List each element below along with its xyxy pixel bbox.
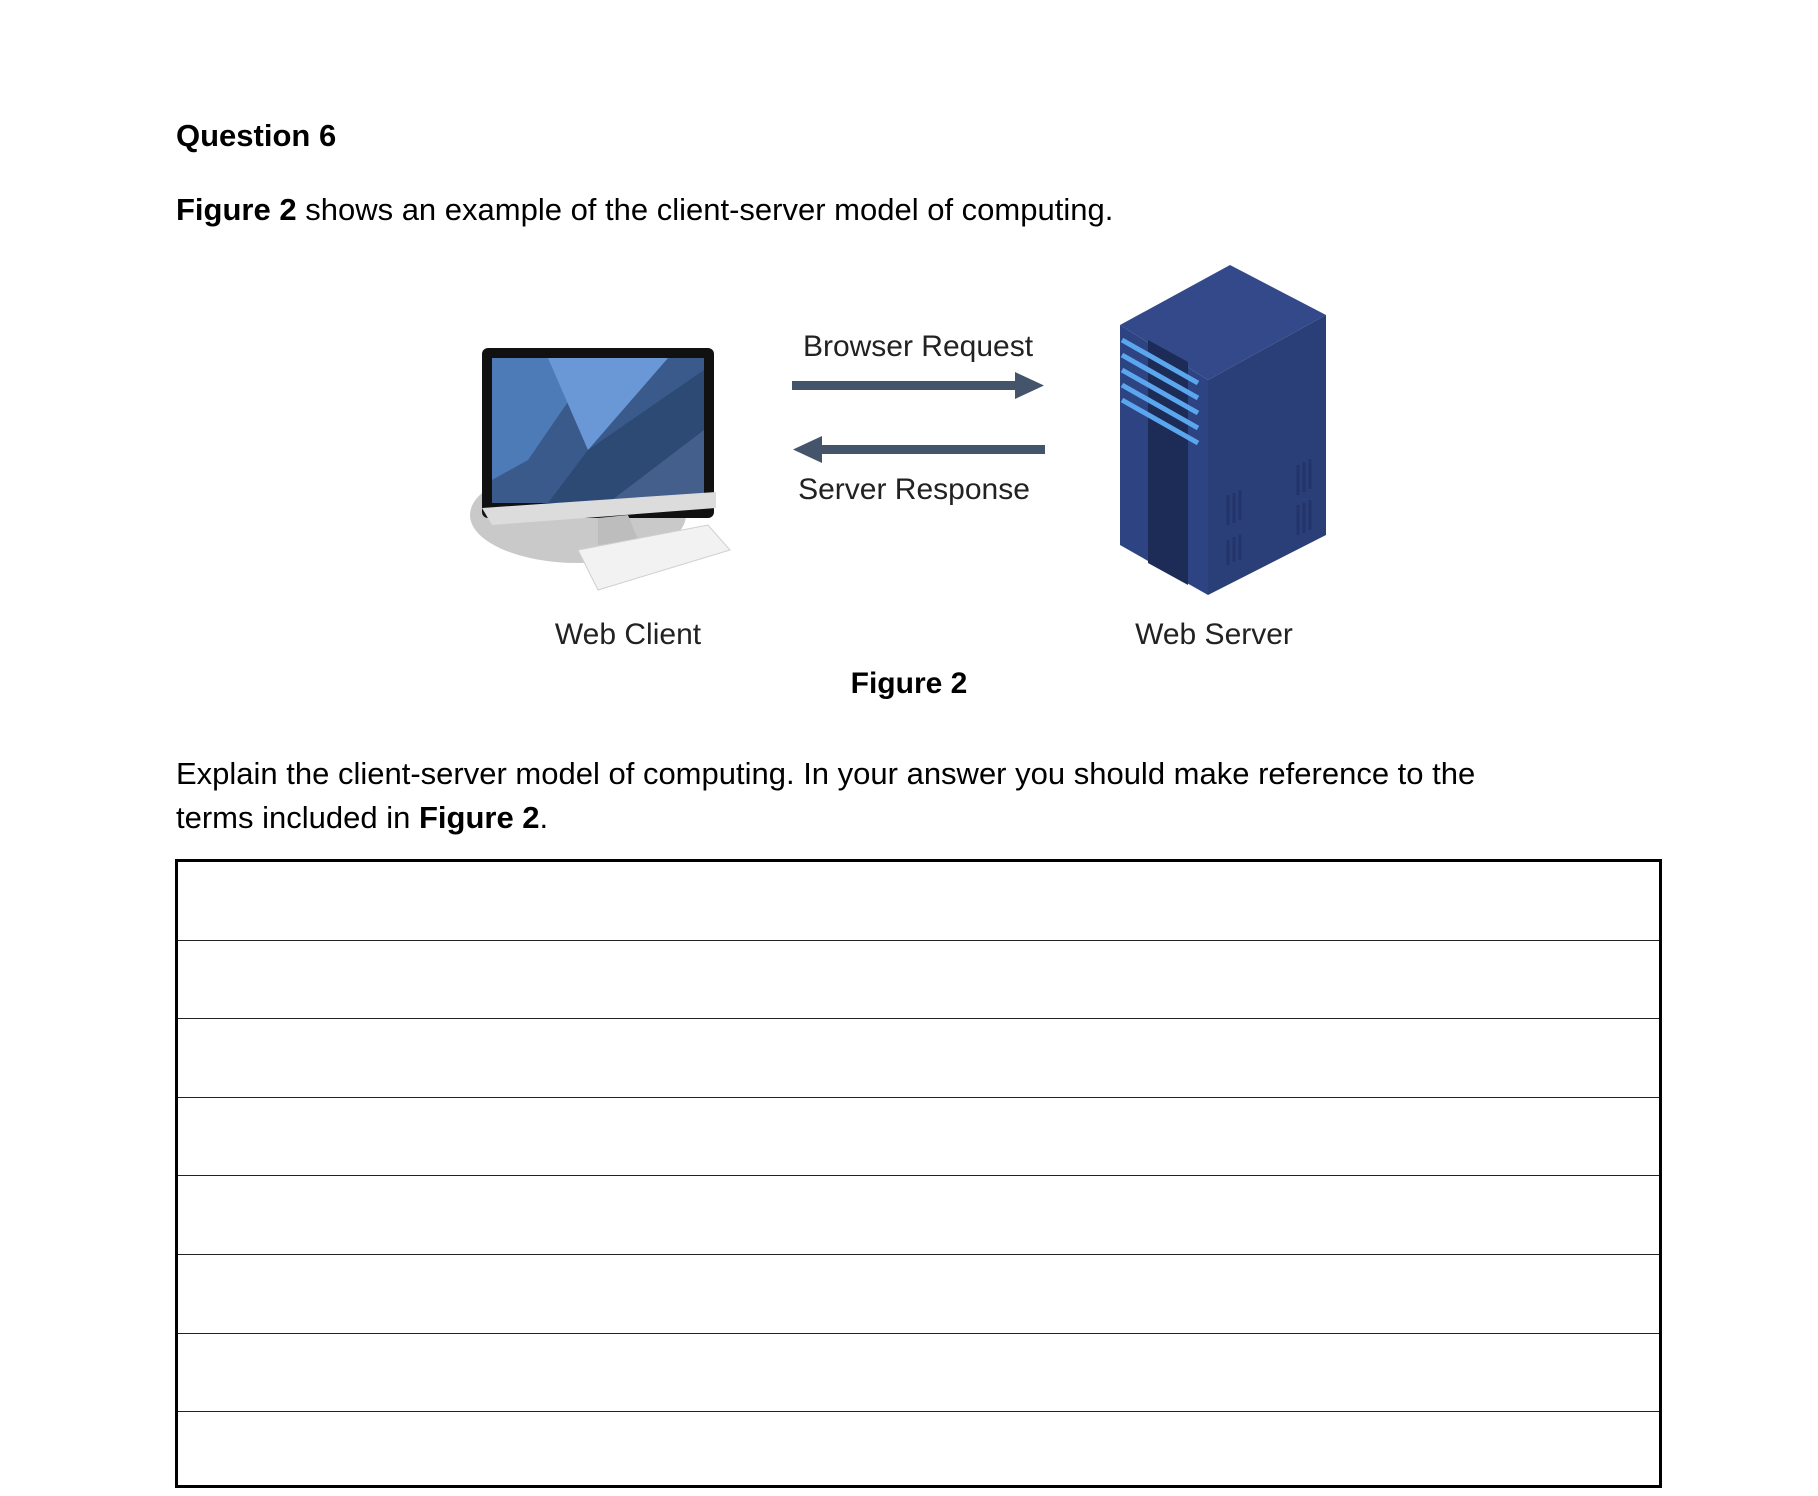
answer-line[interactable] (178, 1334, 1659, 1413)
answer-line[interactable] (178, 1098, 1659, 1177)
intro-bold: Figure 2 (176, 192, 297, 227)
answer-line[interactable] (178, 941, 1659, 1020)
answer-line[interactable] (178, 862, 1659, 941)
web-server-icon (1118, 265, 1328, 595)
answer-line[interactable] (178, 1176, 1659, 1255)
web-client-computer-icon (468, 340, 738, 605)
web-server-label: Web Server (1135, 618, 1293, 651)
browser-request-label: Browser Request (802, 330, 1034, 363)
request-response-arrows (790, 368, 1050, 468)
question-title: Question 6 (176, 118, 337, 153)
answer-line[interactable] (178, 1412, 1659, 1491)
answer-line[interactable] (178, 1255, 1659, 1334)
prompt-line-2-end: . (539, 800, 549, 835)
prompt-line-2-text: terms included in (176, 800, 419, 835)
server-response-label: Server Response (798, 473, 1030, 506)
request-arrow-icon (792, 372, 1044, 399)
answer-box[interactable] (175, 859, 1662, 1488)
figure-caption: Figure 2 (850, 667, 968, 700)
web-client-label: Web Client (554, 618, 702, 651)
intro-rest: shows an example of the client-server model of computing. (296, 192, 1114, 227)
prompt-line-2-bold: Figure 2 (418, 800, 540, 835)
prompt-line-2 (176, 800, 548, 836)
answer-line[interactable] (178, 1019, 1659, 1098)
response-arrow-icon (793, 436, 1045, 463)
prompt-line-1: Explain the client-server model of computing. In your answer you should make reference to the (176, 756, 1476, 791)
intro-text (176, 192, 1113, 228)
